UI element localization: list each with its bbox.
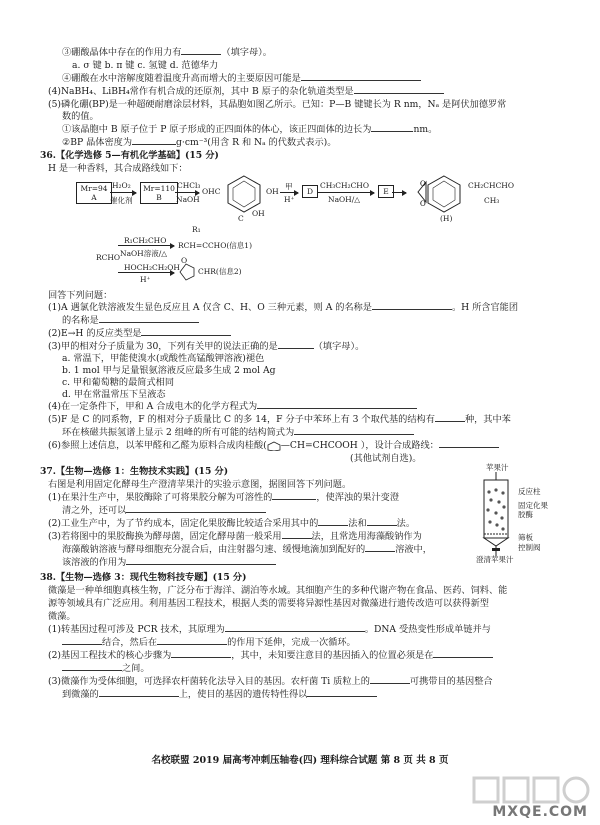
q36-p3-d: d. 甲在常温常压下呈液态	[62, 389, 166, 400]
q37-heading: 37.【生物—选修 1：生物技术实践】(15 分)	[40, 466, 229, 477]
q36-intro: H 是一种香料，其合成路线如下：	[48, 163, 188, 174]
reagent-2-top: CHCl₃	[177, 181, 201, 190]
q38-p1: (1)转基因过程可涉及 PCR 技术，其原理为 。DNA 受热变性形成单链并与	[48, 624, 491, 635]
q38-p2b: 之间。	[62, 663, 570, 675]
q37-p3b: 海藻酸钠溶液与酵母细胞充分混合后，由注射器匀速、缓慢地滴加到配好的 溶液中，	[62, 544, 432, 555]
compound-h-structure	[408, 172, 468, 216]
reagent-3-top: 甲	[285, 182, 293, 191]
q35-q5-2: ②BP 晶体密度为 g·cm⁻³(用含 R 和 Nₐ 的代数式表示)。	[62, 137, 337, 148]
watermark-url: MXQE.COM	[492, 804, 588, 820]
fig-gel-1: 固定化果	[518, 501, 548, 510]
q36-ask: 回答下列问题：	[48, 290, 113, 301]
q35-q5-1: ①该晶胞中 B 原子位于 P 原子形成的正四面体的体心，该正四面体的边长为 nm。	[62, 124, 438, 135]
fig-apple-juice: 苹果汁	[486, 463, 509, 472]
q37-p3: (3)若将图中的果胶酶换为酵母菌，固定化酵母菌一般采用 法，且常选用海藻酸钠作为	[48, 531, 422, 542]
benzene-ring-icon	[267, 441, 281, 451]
reagent-1-top: H₂O₂	[112, 181, 131, 190]
info-rcho: RCHO	[96, 253, 121, 262]
q35-line3: ③硼酸晶体中存在的作用力有 （填字母）。	[62, 47, 272, 58]
q35-line4: ④硼酸在水中溶解度随着温度升高而增大的主要原因可能是	[62, 73, 570, 85]
q36-p5: (5)F 是 C 的同系物，F 的相对分子质量比 C 的多 14，F 分子中苯环上有 3 个取代基的结构有 种，其中苯	[48, 414, 511, 425]
q36-p3-a: a. 常温下，甲能使溴水(或酸性高锰酸钾溶液)褪色	[62, 353, 265, 364]
q35-q5: (5)磷化硼(BP)是一种超硬耐磨涂层材料，其晶胞如图乙所示。已知：P—B 键键长为 R nm，Nₐ 是阿伏加德罗常	[48, 99, 507, 110]
q38-p3: (3)微藻作为受体细胞，可选择农杆菌转化法导入目的基因。农杆菌 Ti 质粒上的 可携带目的基因整合	[48, 676, 493, 687]
h-methyl: CH₃	[484, 196, 500, 205]
q36-p1: (1)A 遇氯化铁溶液发生显色反应且 A 仅含 C、H、O 三种元素，则 A 的名称是 。H 所含官能团	[48, 302, 519, 313]
reagent-4-top: CH₃CH₂CHO	[320, 181, 369, 190]
q38-p1b: 结合，然后在 的作用下延伸，完成一次循环。	[62, 637, 570, 649]
page-footer: 名校联盟 2019 届高考冲刺压轴卷(四) 理科综合试题 第 8 页 共 8 页	[151, 755, 449, 766]
arrow-c-d	[280, 192, 298, 193]
ohc-group: OHC	[202, 187, 221, 196]
q38-p2: (2)基因工程技术的核心步骤为 ，其中，未知要注意目的基因插入的位置必须是在	[48, 650, 570, 662]
info2-reagent: HOCH₂CH₂OH	[124, 263, 180, 272]
compound-e-box: E	[378, 185, 394, 198]
q36-p3-c: c. 甲和葡萄糖的最简式相同	[62, 377, 175, 388]
q37-p2: (2)工业生产中，为了节约成本，固定化果胶酶比较适合采用其中的 法和 法。	[48, 518, 416, 529]
q38-intro-3: 微藻。	[48, 611, 76, 622]
arrow-e-h	[392, 192, 406, 193]
fig-valve: 控制阀	[518, 543, 541, 552]
q38-intro-2: 源等领域具有广泛应用。利用基因工程技术，根据人类的需要将异源性基因对微藻进行遗传改造可以获得新型	[48, 598, 489, 609]
h-side-chain: CH₂CHCHO	[468, 181, 514, 190]
q36-p4: (4)在一定条件下，甲和 A 合成电木的化学方程式为	[48, 401, 570, 413]
info2-condition: H⁺	[140, 275, 151, 284]
reagent-1-bottom: 催化剂	[110, 196, 133, 205]
q35-options: a. σ 键 b. π 键 c. 氢键 d. 范德华力	[72, 60, 219, 71]
q36-p2: (2)E→H 的反应类型是	[48, 328, 570, 340]
fig-column: 反应柱	[518, 487, 541, 496]
arrow-d-e	[318, 192, 374, 193]
fig-gel-2: 胶酶	[518, 510, 533, 519]
q36-p5c: 环在核磁共振氢谱上显示 2 组峰的所有可能的结构简式为	[62, 427, 570, 439]
info2-product: CHR(信息2)	[198, 267, 242, 276]
reagent-4-bottom: NaOH/△	[328, 195, 361, 204]
reagent-2-bottom: NaOH	[176, 195, 200, 204]
info1-condition: NaOH溶液/△	[120, 249, 168, 258]
compound-d-box: D	[302, 185, 318, 198]
q36-p6: (6)参照上述信息，以苯甲醛和乙醛为原料合成肉桂酸( —CH=CHCOOH ），设计合成路线：	[48, 440, 570, 452]
compound-c-label: C	[238, 214, 244, 223]
arrow-b-c	[175, 192, 199, 193]
fig-sieve: 筛板	[518, 533, 533, 542]
q38-p3b: 到微藻的 上，使目的基因的遗传特性得以	[62, 689, 570, 701]
info1-reagent: R₁CH₂CHO	[124, 236, 167, 245]
compound-a-box: Mr=94 A	[76, 182, 112, 204]
reagent-3-bottom: H⁺	[284, 195, 295, 204]
compound-h-label: (H)	[440, 214, 453, 223]
column-drawing	[476, 472, 516, 558]
q38-intro-1: 微藻是一种单细胞真核生物，广泛分布于海洋、湖泊等水域。其细胞产生的多种代谢产物在食品、医药、饲料、能	[48, 585, 508, 596]
info1-product: RCH=CCHO(信息1)	[178, 241, 253, 250]
info1-arrow	[118, 245, 174, 246]
enzyme-column-figure	[476, 462, 576, 562]
q35-q4: (4)NaBH₄、LiBH₄常作有机合成的还原剂，其中 B 原子的杂化轨道类型是	[48, 86, 570, 98]
q37-p1b: 清之外，还可以	[62, 505, 470, 517]
q35-q5b: 数的值。	[62, 111, 99, 122]
q36-p6c: (其他试剂自选)。	[350, 453, 422, 464]
q36-p3-b: b. 1 mol 甲与足量银氨溶液反应最多生成 2 mol Ag	[62, 365, 276, 376]
arrow-a-b	[110, 192, 136, 193]
svg-text:O: O	[420, 200, 426, 208]
info-r1-group: R₁	[192, 225, 201, 234]
compound-b-box: Mr=110 B	[140, 182, 178, 204]
c-oh-1: OH	[266, 187, 279, 196]
q37-p3c: 该溶液的作用为	[62, 557, 470, 569]
fig-clear-juice: 澄清苹果汁	[476, 555, 514, 564]
info2-arrow	[118, 272, 174, 273]
q37-p1: (1)在果汁生产中，果胶酶除了可将果胶分解为可溶性的 ，使浑浊的果汁变澄	[48, 492, 400, 503]
q36-p3: (3)甲的相对分子质量为 30，下列有关甲的说法正确的是 （填字母）。	[48, 341, 365, 352]
q36-p1c: 的名称是	[62, 315, 570, 327]
svg-text:O: O	[420, 180, 426, 188]
q38-heading: 38.【生物—选修 3：现代生物科技专题】(15 分)	[40, 572, 247, 583]
q36-heading: 36.【化学选修 5—有机化学基础】(15 分)	[40, 150, 219, 161]
c-oh-2: OH	[252, 209, 265, 218]
q37-intro: 右图是利用固定化酵母生产澄清苹果汁的实验示意图，据图回答下列问题。	[48, 479, 352, 490]
info2-o-top: O	[181, 256, 188, 265]
